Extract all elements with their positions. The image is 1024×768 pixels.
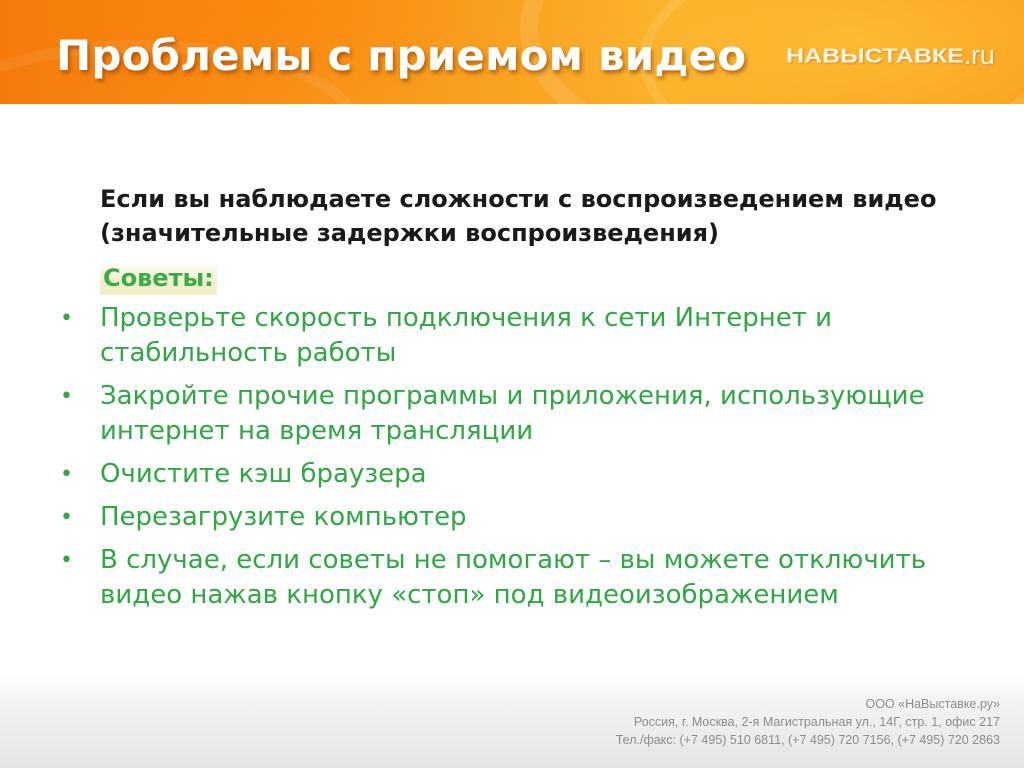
tip-text: Очистите кэш браузера [100, 459, 427, 489]
tip-text: Закройте прочие программы и приложения, использующие интернет на время трансляции [100, 381, 925, 446]
bullet-icon: • [60, 306, 73, 331]
footer-shine-decoration [0, 675, 1024, 695]
tip-text: Проверьте скорость подключения к сети Интернет и стабильность работы [100, 303, 833, 368]
tip-restart-computer [56, 500, 956, 535]
tip-text: Перезагрузите компьютер [100, 502, 467, 532]
tip-text: В случае, если советы не помогают – вы можете отключить видео нажав кнопку «стоп» под видеоизображением [100, 545, 927, 610]
tip-close-programs [56, 379, 956, 449]
tips-heading: Советы: [100, 261, 217, 295]
bullet-icon: • [60, 384, 73, 409]
slide-title: Проблемы с приемом видео [56, 31, 747, 80]
bullet-icon: • [60, 462, 73, 487]
bullet-icon: • [60, 505, 73, 530]
tip-disable-video [56, 543, 956, 613]
intro-paragraph: Если вы наблюдаете сложности с воспроизведением видео (значительные задержки воспроизведения) [100, 185, 937, 247]
footer-phones: Тел./факс: (+7 495) 510 6811, (+7 495) 720 7156, (+7 495) 720 2863 [615, 733, 1000, 747]
tip-clear-cache [56, 457, 956, 492]
footer-band [0, 675, 1024, 768]
footer-company-name: ООО «НаВыставке.ру» [865, 697, 1000, 711]
bullet-icon: • [60, 548, 73, 573]
footer-contacts [616, 695, 1000, 749]
brand-logo-domain: .ru [963, 40, 995, 70]
tips-list [56, 301, 956, 621]
footer-address: Россия, г. Москва, 2-я Магистральная ул., 14Г, стр. 1, офис 217 [633, 715, 1000, 729]
brand-logo-name: НАВЫСТАВКЕ [786, 44, 964, 68]
tip-check-connection [56, 301, 956, 371]
